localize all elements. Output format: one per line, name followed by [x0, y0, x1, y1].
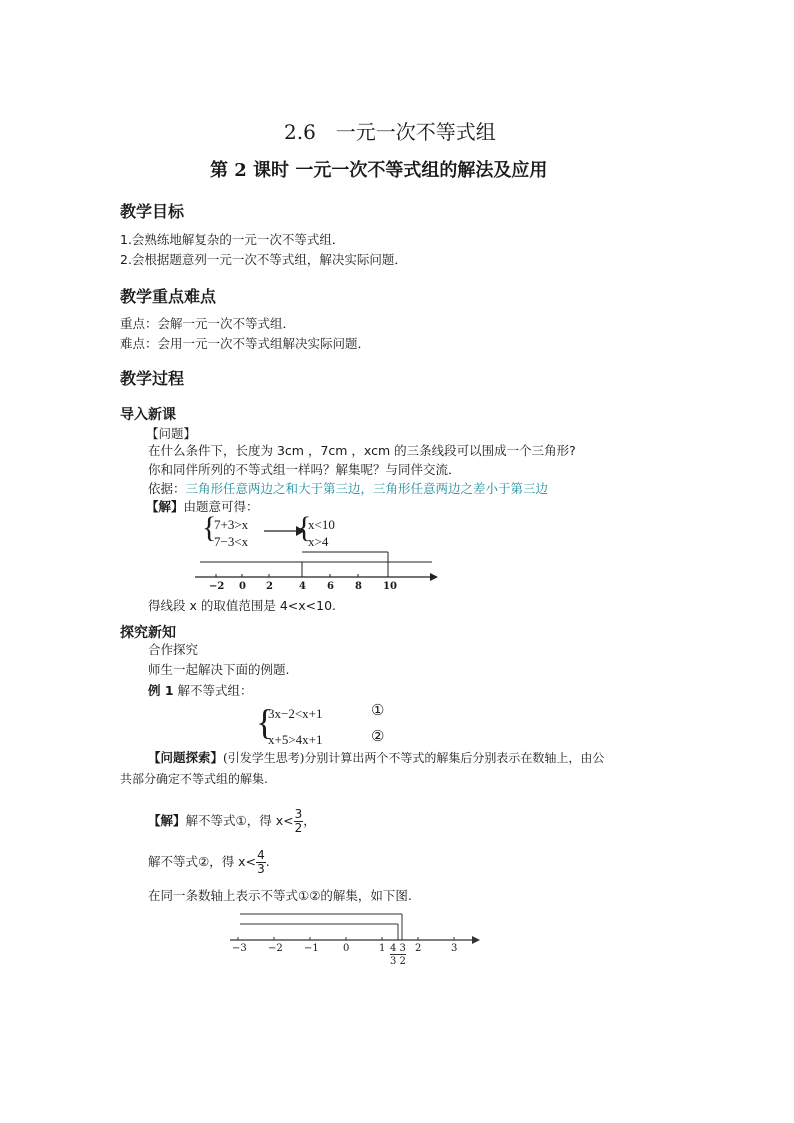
section-goals-heading: 教学目标 — [120, 202, 185, 221]
tick-label: 1 — [379, 943, 386, 954]
system-right-1: x<10 — [308, 517, 335, 532]
number-line-2 — [226, 910, 482, 946]
explore-line-1: 合作探究 — [148, 642, 199, 657]
sol1-num: 3 — [294, 807, 303, 821]
tick-label: 4 — [299, 581, 306, 592]
fraction-3-2 — [294, 808, 304, 835]
tick-label: 8 — [355, 581, 362, 592]
question-label: 【问题】 — [146, 426, 197, 441]
sol2-den: 3 — [257, 862, 265, 876]
sol1-text: 解不等式①，得 x< — [185, 813, 294, 828]
basis-label: 依据： — [148, 481, 186, 496]
system-left-1: 7+3>x — [214, 517, 249, 532]
keypoint-item-2: 难点：会用一元一次不等式组解决实际问题． — [120, 336, 371, 351]
section-process-heading: 教学过程 — [120, 369, 185, 388]
intro-heading: 导入新课 — [120, 407, 176, 423]
example-mark-2: ② — [371, 729, 385, 745]
section-keypoints-heading: 教学重点难点 — [120, 287, 217, 306]
basis-text: 三角形任意两边之和大于第三边，三角形任意两边之差小于第三边 — [185, 481, 549, 496]
page-title: 2.6 一元一次不等式组 — [284, 120, 496, 144]
axis2-fraction-den: 3 2 — [390, 956, 406, 967]
basis-line — [148, 481, 548, 497]
question-text: 在什么条件下，长度为 3cm ，7cm ，xcm 的三条线段可以围成一个三角形? — [148, 443, 576, 458]
tick-label: −3 — [232, 943, 247, 954]
tick-label: 2 — [266, 581, 273, 592]
sol2-num: 4 — [257, 848, 265, 862]
sol2-text: 解不等式②，得 x< — [148, 854, 257, 869]
number-line-1 — [190, 550, 440, 600]
fraction-4-3 — [256, 849, 266, 876]
sol2-post: . — [265, 854, 270, 869]
example-brace: { — [256, 702, 274, 742]
tick-label: −2 — [209, 581, 225, 592]
solution-label: 【解】 — [146, 499, 184, 514]
example-ineq-1: 3x−2<x+1 — [268, 706, 323, 721]
tick-label: 10 — [383, 581, 397, 592]
probe-line-2: 共部分确定不等式组的解集. — [120, 772, 268, 786]
question-text-2: 你和同伴所列的不等式组一样吗？解集呢？与同伴交流． — [148, 462, 461, 477]
goal-item-2: 2.会根据题意列一元一次不等式组，解决实际问题． — [120, 252, 407, 267]
tick-label: 3 — [451, 943, 458, 954]
example-mark-1: ① — [371, 703, 385, 719]
tick-label: −2 — [268, 943, 283, 954]
solution-text: 由题意可得： — [183, 499, 259, 514]
example-ineq-2: x+5>4x+1 — [268, 732, 323, 747]
tick-label: 2 — [415, 943, 422, 954]
page-subtitle: 第 2 课时 一元一次不等式组的解法及应用 — [210, 160, 548, 181]
intro-conclusion: 得线段 x 的取值范围是 4<x<10. — [148, 598, 336, 613]
sol1-den: 2 — [294, 821, 303, 835]
sol-label: 【解】 — [148, 813, 186, 828]
solution-2 — [148, 849, 270, 876]
tick-label: 6 — [327, 581, 334, 592]
probe-label: 【问题探索】 — [148, 750, 224, 765]
system-left-2: 7−3<x — [214, 534, 249, 549]
goal-item-1: 1.会熟练地解复杂的一元一次不等式组． — [120, 232, 345, 247]
keypoint-item-1: 重点：会解一元一次不等式组． — [120, 316, 296, 331]
probe-line-1 — [148, 750, 604, 766]
solution-3: 在同一条数轴上表示不等式①②的解集，如下图. — [148, 888, 412, 903]
explore-heading: 探究新知 — [120, 625, 176, 641]
system-brace-right: { — [297, 511, 312, 544]
example-text: 解不等式组： — [177, 683, 253, 698]
sol1-post: ， — [303, 813, 316, 828]
tick-label: −1 — [304, 943, 319, 954]
example-label: 例 1 — [148, 683, 174, 698]
probe-text-1: (引发学生思考)分别计算出两个不等式的解集后分别表示在数轴上，由公 — [223, 751, 605, 765]
tick-label: 0 — [343, 943, 350, 954]
system-right-2: x>4 — [308, 534, 329, 549]
solution-1 — [148, 808, 316, 835]
tick-label: 0 — [239, 581, 246, 592]
example-line — [148, 683, 253, 699]
system-brace-left: { — [202, 511, 217, 544]
axis2-fraction-num: 4 3 — [390, 943, 406, 954]
explore-line-2: 师生一起解决下面的例题. — [148, 662, 290, 677]
